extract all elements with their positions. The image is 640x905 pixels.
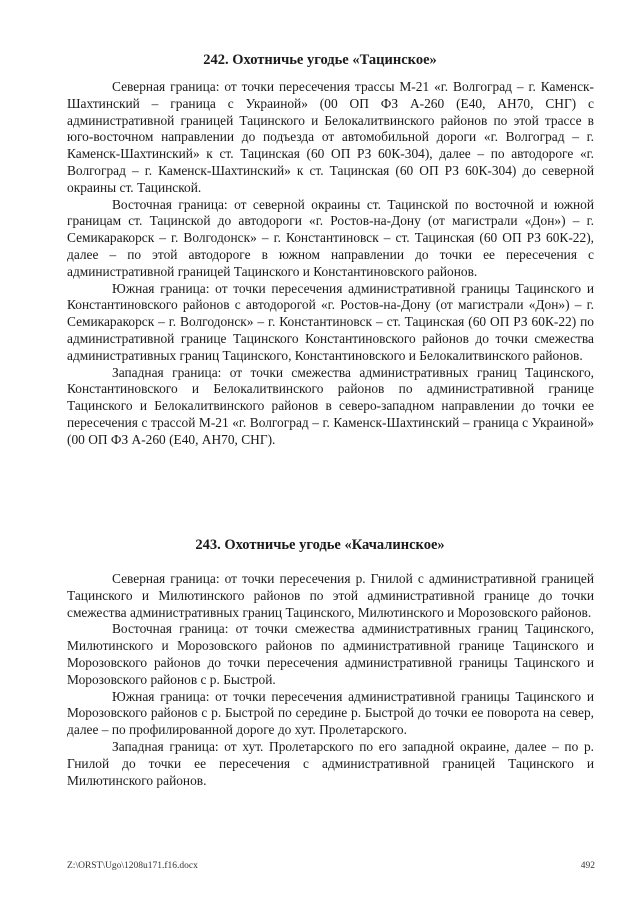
- section-body-kachalinskoe: [67, 571, 594, 789]
- paragraph-west-border: Западная граница: от хут. Пролетарского по его западной окраине, далее – по р. Гнилой до точки ее пересечения с административной границей Тацинского и Милютинского районов.: [67, 738, 594, 788]
- paragraph-south-border: Южная граница: от точки пересечения административной границы Тацинского и Константиновского районов с автодорогой «г. Ростов-на-Дону (от магистрали «Дон») – г. Семикаракорск – г. Волгодонск» – г. Константиновск – ст. Тацинская (60 ОП РЗ 60К-22) по административной границе Тацинского Константиновского районов до точки смежества административных границ Тацинского, Константиновского и Белокалитвинского районов.: [67, 280, 594, 363]
- paragraph-east-border: Восточная граница: от точки смежества административных границ Тацинского, Милютинского и Морозовского районов по административной границе Тацинского и Морозовского районов до точки пересечения административной границы Тацинского и Морозовского районов с р. Быстрой.: [67, 621, 594, 687]
- footer-file-path: Z:\ORST\Ugo\1208u171.f16.docx: [67, 861, 198, 871]
- section-body-tatsinskoe: [67, 79, 594, 449]
- paragraph-north-border: Северная граница: от точки пересечения р. Гнилой с административной границей Тацинского и Милютинского районов по этой административной границе до точки смежества административных границ Тацинского, Милютинского и Морозовского районов.: [67, 571, 594, 620]
- section-title-kachalinskoe: 243. Охотничье угодье «Качалинское»: [195, 537, 445, 553]
- section-title-tatsinskoe: 242. Охотничье угодье «Тацинское»: [203, 52, 437, 68]
- paragraph-north-border: Северная граница: от точки пересечения трассы М-21 «г. Волгоград – г. Каменск-Шахтинский – граница с Украиной» (00 ОП ФЗ А-260 (Е40, АН70, СНГ) с административной границей Тацинского и Белокалитвинского районов по этой трассе в юго-восточном направлении до подъезда от автомобильной дороги «г. Волгоград – г. Каменск-Шахтинский» к ст. Тацинская (60 ОП РЗ 60К-304), далее – по автодороге «г. Волгоград – г. Каменск-Шахтинский» к ст. Тацинская (60 ОП РЗ 60К-304) до северной окраины ст. Тацинской.: [67, 79, 594, 195]
- paragraph-south-border: Южная граница: от точки пересечения административной границы Тацинского и Морозовского районов с р. Быстрой по середине р. Быстрой до точки ее поворота на север, далее – по профилированной дороге до хут. Пролетарского.: [67, 688, 594, 738]
- footer-page-number: 492: [580, 861, 595, 871]
- paragraph-east-border: Восточная граница: от северной окраины ст. Тацинской по восточной и южной границам ст. Тацинской до автодороги «г. Ростов-на-Дону (от магистрали «Дон») – г. Семикаракорск – г. Волгодонск» – г. Константиновск – ст. Тацинская (60 ОП РЗ 60К-22), далее – по этой автодороге в южном направлении до точки ее пересечения с административной границей Тацинского и Константиновского районов.: [67, 196, 594, 279]
- paragraph-west-border: Западная граница: от точки смежества административных границ Тацинского, Константиновского и Белокалитвинского районов по административной границе Тацинского и Белокалитвинского районов в северо-западном направлении до точки ее пересечения с трассой М-21 «г. Волгоград – г. Каменск-Шахтинский – граница с Украиной» (00 ОП ФЗ А-260 (Е40, АН70, СНГ).: [67, 364, 594, 447]
